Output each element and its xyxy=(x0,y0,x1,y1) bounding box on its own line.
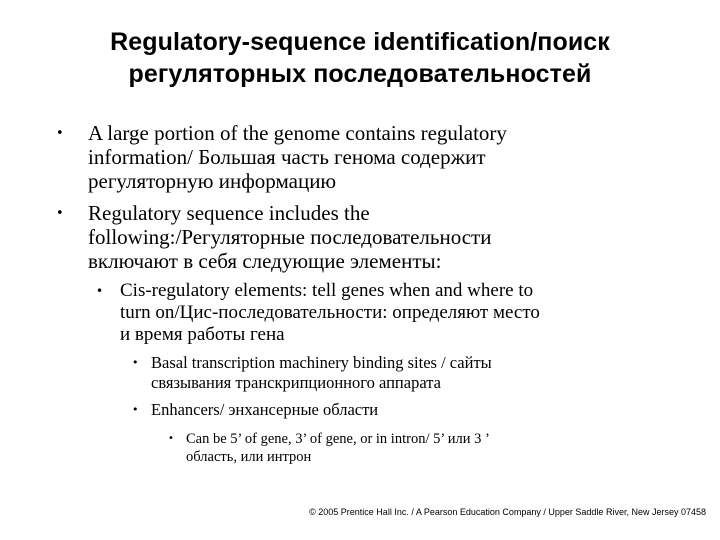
bullet-text-line: Can be 5’ of gene, 3’ of gene, or in intron/ 5’ или 3 ’ xyxy=(186,431,490,447)
bullet-icon: • xyxy=(56,206,64,221)
bullet-regulatory-sequence-includes xyxy=(56,201,660,273)
bullet-text-line: связывания транскрипционного аппарата xyxy=(151,373,441,392)
bullet-icon: • xyxy=(56,126,64,141)
bullet-text-line: Regulatory sequence includes the xyxy=(88,201,370,225)
bullet-cis-regulatory-elements xyxy=(96,280,676,346)
bullet-text-line: turn on/Цис-последовательности: определяют место xyxy=(120,302,540,323)
bullet-text-line: A large portion of the genome contains regulatory xyxy=(88,121,507,145)
bullet-text-line: регуляторную информацию xyxy=(88,169,337,193)
bullet-text-line: information/ Большая часть генома содержит xyxy=(88,145,486,169)
bullet-basal-transcription-sites xyxy=(132,353,652,393)
bullet-enhancers xyxy=(132,400,652,420)
bullet-genome-regulatory-info xyxy=(56,121,660,193)
slide-title xyxy=(20,26,700,90)
bullet-text-line: following:/Регуляторные последовательности xyxy=(88,225,492,249)
bullet-text-line: Enhancers/ энхансерные области xyxy=(151,400,379,419)
bullet-text-line: Basal transcription machinery binding sites / сайты xyxy=(151,353,492,372)
copyright-footer: © 2005 Prentice Hall Inc. / A Pearson Education Company / Upper Saddle River, New Jersey 07458 xyxy=(309,507,706,517)
slide-title-line-1: Regulatory-sequence identification/поиск xyxy=(110,28,610,56)
bullet-text-line: Cis-regulatory elements: tell genes when and where to xyxy=(120,280,534,301)
bullet-enhancer-location xyxy=(168,430,638,466)
bullet-text-line: включают в себя следующие элементы: xyxy=(88,249,442,273)
bullet-icon: • xyxy=(132,403,139,416)
bullet-text-line: и время работы гена xyxy=(120,324,285,345)
slide-title-line-2: регуляторных последовательностей xyxy=(128,60,592,88)
bullet-icon: • xyxy=(132,356,139,369)
bullet-icon: • xyxy=(96,284,104,298)
bullet-text-line: область, или интрон xyxy=(186,449,312,465)
bullet-icon: • xyxy=(168,433,174,444)
